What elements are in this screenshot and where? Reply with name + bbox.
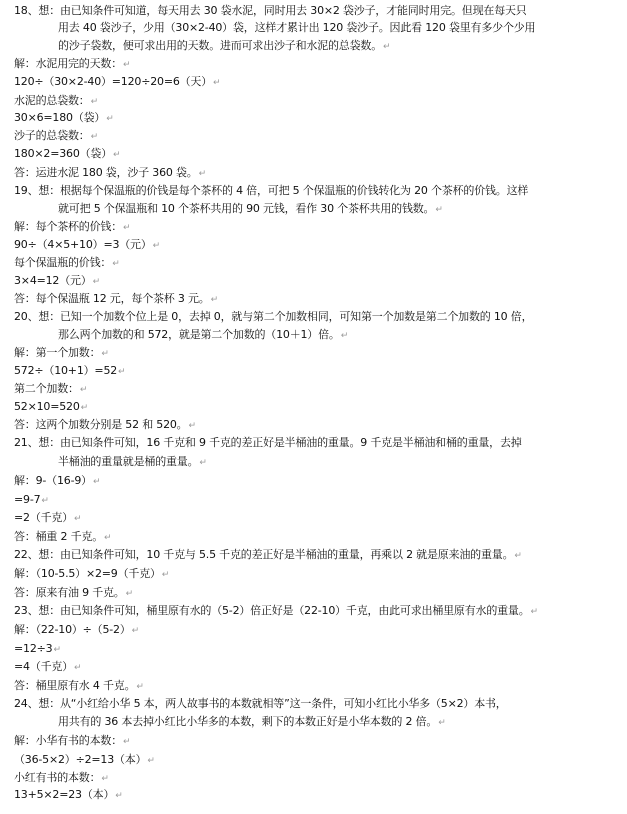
line-text: 小红有书的本数： [14,771,101,784]
line-text: 答：桶重 2 千克。 [14,530,103,543]
text-line [14,364,621,379]
line-text: 解：9-（16-9） [14,474,92,487]
line-text: 解：第一个加数： [14,346,101,359]
paragraph-mark-icon: ↵ [79,385,88,395]
line-text: 那么两个加数的和 572，就是第二个加数的（10＋1）倍。 [58,328,340,341]
paragraph-mark-icon: ↵ [438,718,446,728]
text-line [14,771,621,786]
paragraph-mark-icon: ↵ [74,663,82,673]
paragraph-mark-icon: ↵ [90,132,98,142]
paragraph-mark-icon: ↵ [101,774,109,784]
text-line [58,21,621,35]
line-text: 就可把 5 个保温瓶和 10 个茶杯共用的 90 元钱，看作 30 个茶杯共用的钱数。 [58,202,435,215]
line-text: 答：每个保温瓶 12 元，每个茶杯 3 元。 [14,292,210,305]
line-text: 用去 40 袋沙子，少用（30×2-40）袋，这样才累计出 120 袋沙子。因此看 120 袋里有多少个少用 [58,21,536,34]
paragraph-mark-icon: ↵ [188,421,196,431]
text-line [14,238,621,253]
text-line [58,455,621,470]
paragraph-mark-icon: ↵ [106,114,114,124]
line-text: 解：（10-5.5）×2=9（千克） [14,567,161,580]
text-line [14,111,621,126]
line-text: 52×10=520 [14,400,80,413]
line-text: 30×6=180（袋） [14,111,106,124]
line-text: 3×4=12（元） [14,274,92,287]
line-text: 22、想：由已知条件可知，10 千克与 5.5 千克的差正好是半桶油的重量，再乘以 2 就是原来油的重量。 [14,548,514,561]
text-line [14,530,621,545]
text-line [14,493,621,508]
paragraph-mark-icon: ↵ [514,551,522,561]
paragraph-mark-icon: ↵ [115,791,123,801]
paragraph-mark-icon: ↵ [213,78,221,88]
text-line [14,586,621,601]
text-line [14,94,621,109]
line-text: =12÷3 [14,642,53,655]
paragraph-mark-icon: ↵ [104,533,112,543]
paragraph-mark-icon: ↵ [92,477,101,487]
line-text: 23、想：由已知条件可知，桶里原有水的（5-2）倍正好是（22-10）千克，由此可求出桶里原有水的重量。 [14,604,530,617]
line-text: 解：每个茶杯的价钱： [14,220,122,233]
text-line [14,660,621,675]
text-line [58,715,621,730]
line-text: 572÷（10+1）=52 [14,364,118,377]
text-line [14,400,621,415]
text-line [14,567,621,582]
line-text: （36-5×2）÷2=13（本） [14,753,147,766]
text-line [14,474,621,489]
text-line [14,292,621,307]
paragraph-mark-icon: ↵ [123,737,131,747]
paragraph-mark-icon: ↵ [131,626,139,636]
line-text: 90÷（4×5+10）=3（元） [14,238,152,251]
line-text: 解：（22-10）÷（5-2） [14,623,131,636]
paragraph-mark-icon: ↵ [125,589,133,599]
paragraph-mark-icon: ↵ [80,403,88,413]
text-line [58,202,621,217]
text-line [14,734,621,749]
line-text: 答：运进水泥 180 袋，沙子 360 袋。 [14,166,198,179]
paragraph-mark-icon: ↵ [199,458,207,468]
text-line [14,788,621,803]
line-text: 答：这两个加数分别是 52 和 520。 [14,418,188,431]
paragraph-mark-icon: ↵ [112,259,120,269]
line-text: 沙子的总袋数： [14,129,90,142]
line-text: 的沙子袋数，便可求出用的天数。进而可求出沙子和水泥的总袋数。 [58,39,382,52]
line-text: 20、想：已知一个加数个位上是 0，去掉 0，就与第二个加数相同，可知第一个加数是第二个加数的 10 倍， [14,310,533,323]
line-text: 答：原来有油 9 千克。 [14,586,125,599]
line-text: 19、想：根据每个保温瓶的价钱是每个茶杯的 4 倍，可把 5 个保温瓶的价钱转化为 20 个茶杯的价钱。这样 [14,184,529,197]
line-text: 解：水泥用完的天数： [14,57,122,70]
paragraph-mark-icon: ↵ [136,682,144,692]
paragraph-mark-icon: ↵ [118,367,126,377]
text-line [14,623,621,638]
line-text: 180×2=360（袋） [14,147,113,160]
paragraph-mark-icon: ↵ [92,277,100,287]
paragraph-mark-icon: ↵ [340,331,349,341]
line-text: 18、想：由已知条件可知道，每天用去 30 袋水泥，同时用去 30×2 袋沙子，才能同时用完。但现在每天只 [14,4,527,17]
text-line [14,274,621,289]
paragraph-mark-icon: ↵ [90,97,98,107]
text-line [14,57,621,72]
line-text: 13+5×2=23（本） [14,788,115,801]
text-line [14,697,621,711]
text-line [14,220,621,235]
text-line [14,256,621,271]
text-line [58,328,621,343]
text-line [58,39,621,54]
line-text: 用共有的 36 本去掉小红比小华多的本数，剩下的本数正好是小华本数的 2 倍。 [58,715,438,728]
paragraph-mark-icon: ↵ [435,205,443,215]
text-line [14,75,621,90]
text-line [14,753,621,768]
text-line [14,346,621,361]
text-line [14,129,621,144]
paragraph-mark-icon: ↵ [53,645,61,655]
text-line [14,436,621,450]
line-text: =2（千克） [14,511,74,524]
paragraph-mark-icon: ↵ [113,150,121,160]
text-line [14,679,621,694]
paragraph-mark-icon: ↵ [123,60,131,70]
text-line [14,642,621,657]
paragraph-mark-icon: ↵ [198,169,206,179]
text-line [14,166,621,181]
line-text: =9-7 [14,493,41,506]
text-line [14,147,621,162]
paragraph-mark-icon: ↵ [74,514,82,524]
paragraph-mark-icon: ↵ [41,496,49,506]
text-line [14,310,621,324]
line-text: 每个保温瓶的价钱： [14,256,112,269]
paragraph-mark-icon: ↵ [210,295,218,305]
line-text: 120÷（30×2-40）=120÷20=6（天） [14,75,213,88]
line-text: 第二个加数： [14,382,79,395]
line-text: 21、想：由已知条件可知，16 千克和 9 千克的差正好是半桶油的重量。9 千克是半桶油和桶的重量，去掉 [14,436,522,449]
line-text: =4（千克） [14,660,74,673]
text-line [14,511,621,526]
line-text: 解：小华有书的本数： [14,734,122,747]
text-line [14,604,621,619]
paragraph-mark-icon: ↵ [101,349,109,359]
line-text: 半桶油的重量就是桶的重量。 [58,455,199,468]
text-line [14,184,621,198]
text-line [14,548,621,563]
paragraph-mark-icon: ↵ [147,756,155,766]
paragraph-mark-icon: ↵ [530,607,538,617]
paragraph-mark-icon: ↵ [152,241,161,251]
text-line [14,382,621,397]
paragraph-mark-icon: ↵ [123,223,131,233]
line-text: 水泥的总袋数： [14,94,90,107]
text-line [14,4,621,18]
line-text: 答：桶里原有水 4 千克。 [14,679,136,692]
line-text: 24、想：从“小红给小华 5 本，两人故事书的本数就相等”这一条件，可知小红比小华多（5×2）本书， [14,697,507,710]
text-line [14,418,621,433]
paragraph-mark-icon: ↵ [161,570,170,580]
paragraph-mark-icon: ↵ [383,42,391,52]
